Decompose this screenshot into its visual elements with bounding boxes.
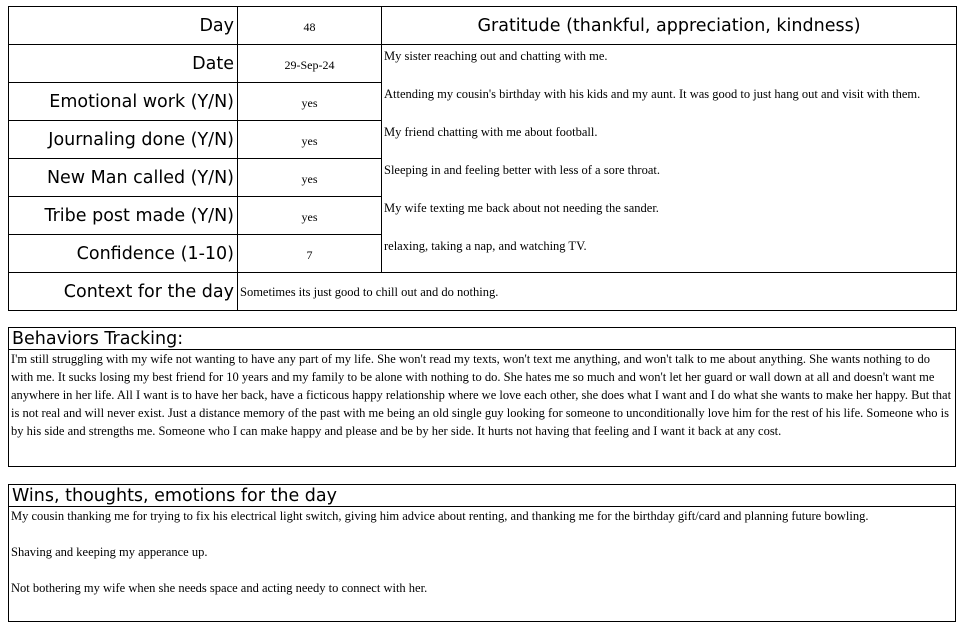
behaviors-title: Behaviors Tracking: xyxy=(9,328,955,350)
confidence-value[interactable]: 7 xyxy=(238,235,382,273)
gratitude-item[interactable]: My wife texting me back about not needing the sander. xyxy=(382,197,957,235)
day-label: Day xyxy=(9,7,238,45)
journaling-label: Journaling done (Y/N) xyxy=(9,121,238,159)
wins-title: Wins, thoughts, emotions for the day xyxy=(9,485,955,507)
daily-tracker-table xyxy=(8,6,957,311)
tribe-post-label: Tribe post made (Y/N) xyxy=(9,197,238,235)
context-value[interactable]: Sometimes its just good to chill out and do nothing. xyxy=(238,273,957,311)
wins-item: Not bothering my wife when she needs space and acting needy to connect with her. xyxy=(11,581,428,595)
new-man-called-value[interactable]: yes xyxy=(238,159,382,197)
spacer xyxy=(11,525,953,543)
tribe-post-value[interactable]: yes xyxy=(238,197,382,235)
confidence-label: Confidence (1-10) xyxy=(9,235,238,273)
new-man-called-label: New Man called (Y/N) xyxy=(9,159,238,197)
behaviors-section xyxy=(8,327,956,467)
spacer xyxy=(11,561,953,579)
wins-item: Shaving and keeping my apperance up. xyxy=(11,545,208,559)
wins-item: My cousin thanking me for trying to fix his electrical light switch, giving him advice about renting, and thanking me for the birthday gift/card and planning future bowling. xyxy=(11,509,869,523)
wins-text[interactable] xyxy=(9,507,955,597)
gratitude-item[interactable]: Sleeping in and feeling better with less of a sore throat. xyxy=(382,159,957,197)
gratitude-title: Gratitude (thankful, appreciation, kindness) xyxy=(382,7,957,45)
gratitude-item[interactable]: My sister reaching out and chatting with me. xyxy=(382,45,957,83)
emotional-work-label: Emotional work (Y/N) xyxy=(9,83,238,121)
journaling-value[interactable]: yes xyxy=(238,121,382,159)
wins-section xyxy=(8,484,956,622)
emotional-work-value[interactable]: yes xyxy=(238,83,382,121)
gratitude-item[interactable]: Attending my cousin's birthday with his kids and my aunt. It was good to just hang out and visit with them. xyxy=(382,83,957,121)
gratitude-item[interactable]: relaxing, taking a nap, and watching TV. xyxy=(382,235,957,273)
context-label: Context for the day xyxy=(9,273,238,311)
behaviors-text[interactable]: I'm still struggling with my wife not wanting to have any part of my life. She won't read my texts, won't text me anything, and won't talk to me about anything. She wants nothing to do with me. It sucks losing my best friend for 10 years and my family to be alone with nothing to do. She hates me so much and won't let her guard or wall down at all and doesn't want me anywhere in her life. All I want is to have her back, have a ficticous happy relationship where we love each other, she does what I want and I do what she wants to make her happy. But that is not real and will never exist. Just a distance memory of the past with me being an old single guy looking for someone to unconditionally love him for the rest of his life. Someone who is by his side and strengths me. Someone who I can make happy and please and be by her side. It hurts not having that feeling and I want it back at any cost. xyxy=(11,352,952,438)
date-value[interactable]: 29-Sep-24 xyxy=(238,45,382,83)
gratitude-item[interactable]: My friend chatting with me about football. xyxy=(382,121,957,159)
date-label: Date xyxy=(9,45,238,83)
day-value[interactable]: 48 xyxy=(238,7,382,45)
